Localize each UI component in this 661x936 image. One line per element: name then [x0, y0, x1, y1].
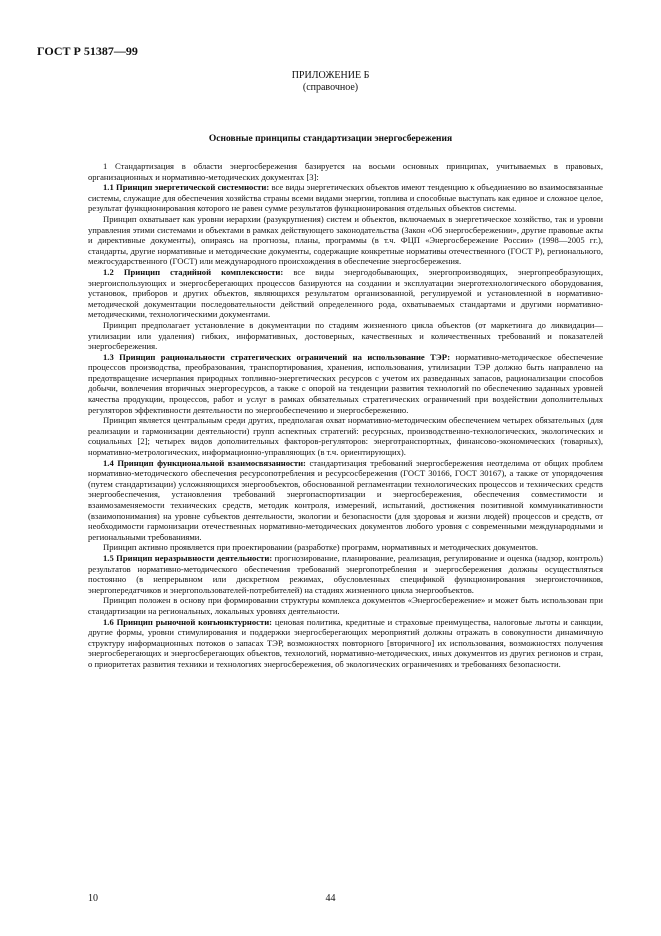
principle-heading: 1.6 Принцип рыночной конъюнктурности: [103, 616, 273, 627]
paragraph [88, 617, 603, 670]
section-title: Основные принципы стандартизации энергосбережения [208, 134, 453, 144]
principle-heading: 1.3 Принцип рациональности стратегических ограничений на использование ТЭР: [103, 351, 451, 362]
paragraph [88, 542, 603, 553]
paragraph [88, 320, 603, 352]
appendix-title: ПРИЛОЖЕНИЕ Б [291, 70, 370, 81]
principle-heading: 1.1 Принцип энергетической системности: [103, 182, 270, 193]
paragraph [88, 595, 603, 616]
paragraph-text: стандартизация требований энергосбережения неотделима от общих проблем нормативно-методического обеспечения ресурсопотребления и ресурсосбережения (ГОСТ 30166, ГОСТ 30167), а также от упорядочения (путем стандартизации) усложняющихся энергообъектов, обоснованной регламентации технологических процессов и технических средств энергообеспечения, установления требований энергопаспортизации и энергосбережения, обеспечения совместимости и взаимозаменяемости технических средств, методик контроля, измерений, испытаний, достижения позитивной коммуникативности (взаимопонимания) на уровне субъектов деятельности, экологии и безопасности (для здоровья и жизни людей) процессов и средств, от необходимости гармонизации отечественных нормативно-методических документов любого уровня с современными международными и региональными требованиями. [88, 457, 603, 542]
paragraph [88, 553, 603, 595]
paragraph-text: Принцип активно проявляется при проектировании (разработке) программ, нормативных и методических документов. [103, 542, 538, 553]
principle-heading: 1.4 Принцип функциональной взаимосвязанности: [103, 457, 306, 468]
paragraph [88, 267, 603, 320]
paragraph-text: нормативно-методическое обеспечение процессов производства, преобразования, транспортирования, хранения, использования, утилизации ТЭР должно быть направлено на предотвращение исчерпания природных топливно-энергетических ресурсов с учетом их разведанных запасов, рационализации способов добычи, вовлечения вторичных энергоресурсов, а также с опорой на тенденции развития технологий по обеспечению заданных уровней качества продукции, процессов, работ и услуг в рамках обязательных стратегических ограничений при воздействии дополнительных регуляторов эффективности деятельности по энергообеспечению и энергосбережению. [88, 351, 603, 415]
principle-heading: 1.2 Принцип стадийной комплексности: [103, 266, 284, 277]
paragraph-text: все виды энергодобывающих, энергопроизводящих, энергопреобразующих, энергоиспользующих и энергосберегающих процессов базируются на создании и эксплуатации энерготехнологического оборудования, установок, приборов и других объектов, являющихся результатом организованной, регулируемой и установленной в нормативно-методической документации последовательности действий определенного рода, охватываемых стандартами и другими нормативно-методическими, технологическими документами. [88, 266, 603, 320]
paragraph [88, 415, 603, 457]
paragraph [88, 458, 603, 543]
paragraph [88, 182, 603, 214]
paragraph-text: 1 Стандартизация в области энергосбережения базируется на восьми основных принципах, учитываемых в правовых, организационных и нормативно-методических документах [3]: [88, 161, 603, 182]
principle-heading: 1.5 Принцип неразрывности деятельности: [103, 552, 273, 563]
appendix-heading [0, 70, 661, 94]
paragraph-text: Принцип положен в основу при формировании структуры комплекса документов «Энергосбережение» и может быть использован при стандартизации на региональных, локальных уровнях деятельности. [88, 595, 603, 616]
page-number-left: 10 [88, 893, 98, 904]
paragraph [88, 352, 603, 416]
document-body [88, 161, 603, 670]
paragraph-text: все виды энергетических объектов имеют тенденцию к объединению во взаимосвязанные системы, служащие для обеспечения хозяйства страны всеми видами энергии, топлива и способные выступать как единое и сложное целое, результат функционирования которого не равен сумме результатов функционирования отдельных объектов системы. [88, 182, 603, 214]
paragraph-text: ценовая политика, кредитные и страховые преимущества, налоговые льготы и санкции, другие формы, уровни стимулирования и поддержки энергосберегающих мероприятий должны отражать в совокупности динамичную структуру информационных потоков о запасах ТЭР, возможностях повторного [вторичного] их использования, возможностях получения энергосберегающих и энергосберегающих объектов, технологий, нормативно-методических, иных документов из других регионов и стран, о приоритетах развития техники и технологиях энергосбережения, об экологических ограничениях и требованиях безопасности. [88, 616, 603, 669]
paragraph-text: Принцип охватывает как уровни иерархии (разукрупнения) систем и объектов, включаемых в энергетическое хозяйство, так и уровни управления этими системами и объектами в рамках действующего законодательства (Закон «Об энергосбережении», другие правовые акты и директивные документы), опираясь на прогнозы, планы, программы (в т.ч. ФЦП «Энергосбережение России» (1998—2005 гг.), стандарты, другие нормативные и методические документы, содержащие конкретные нормативы отечественного (ГОСТ Р), регионального, межгосударственного (ГОСТ) или международного происхождения в обеспечение энергосбережения. [88, 213, 603, 267]
paragraph-text: прогнозирование, планирование, реализация, регулирование и оценка (надзор, контроль) результатов нормативно-методического обеспечения требований энергопотребления и энергосбережения должны осуществляться постоянно (в непрерывном или дискретном режимах, обусловленных спецификой функционирования энергоисточников, энергопередатчиков и энергопользователей-потребителей) на стадиях жизненного цикла энергообъектов. [88, 552, 603, 595]
paragraph [88, 161, 603, 182]
page-number-center: 44 [325, 893, 336, 904]
paragraph-text: Принцип является центральным среди других, предполагая охват нормативно-методическим обеспечением четырех обязательных (для реализации и гармонизации деятельности) групп аспектных стратегий: ресурсных, производственно-технологических, экологических и социальных [2]; четырех видов дополнительных факторов-регуляторов: энерготранспортных, финансово-экономических (товарных), нормативно-метрологических, информационно-управляющих (в т.ч. ориентирующих). [88, 415, 603, 458]
document-header: ГОСТ Р 51387—99 [37, 44, 138, 58]
appendix-subtitle: (справочное) [302, 82, 359, 93]
paragraph-text: Принцип предполагает установление в документации по стадиям жизненного цикла объектов (от маркетинга до ликвидации—утилизации или удаления) гибких, информативных, достоверных, качественных и количественных требований и показателей энергосбережения. [88, 319, 603, 352]
paragraph [88, 214, 603, 267]
